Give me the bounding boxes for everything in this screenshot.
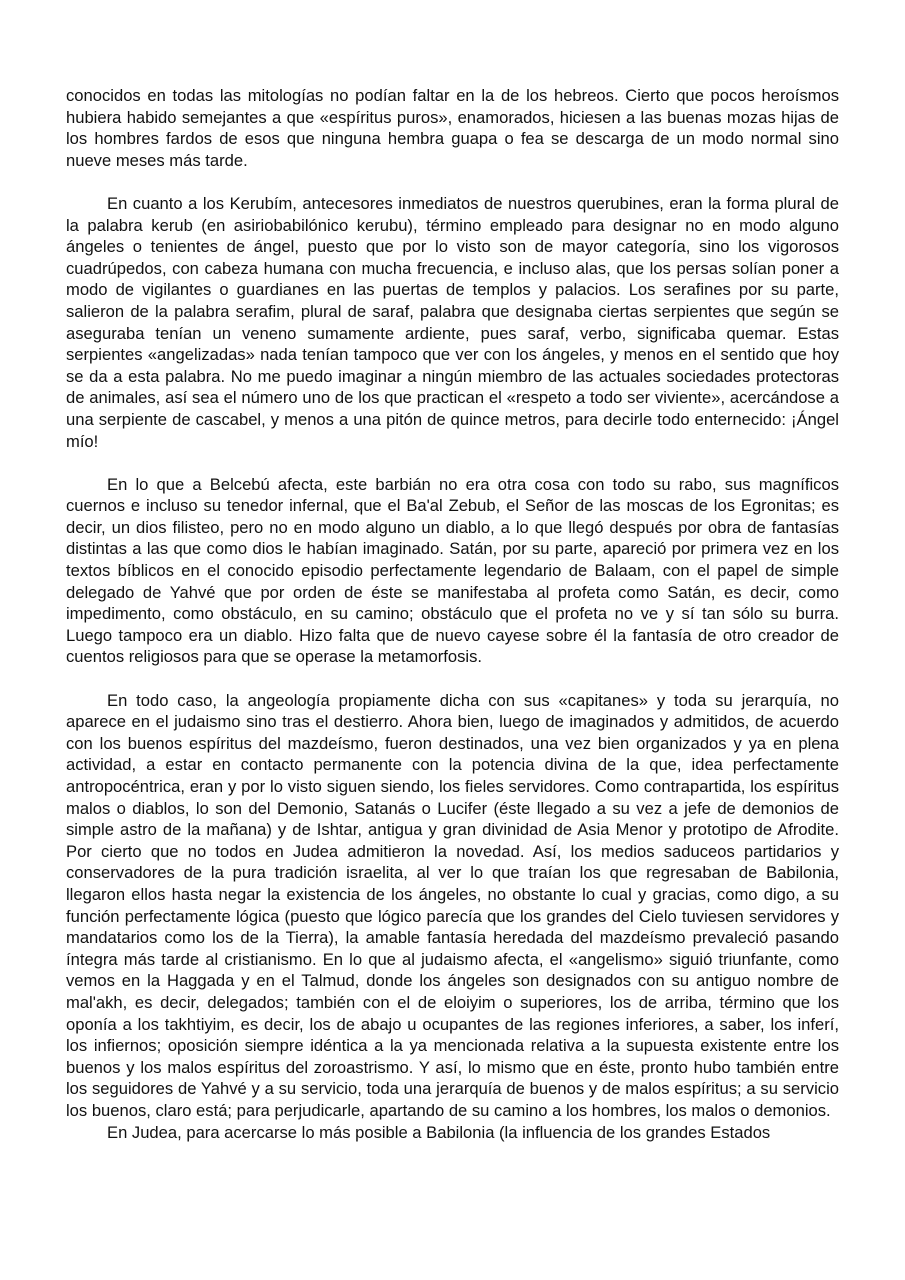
paragraph-1: conocidos en todas las mitologías no podían faltar en la de los hebreos. Cierto que pocos heroísmos hubiera habido semejantes a que «espíritus puros», enamorados, hiciesen a las buenas mozas hijas de los hombres fardos de esos que ninguna hembra guapa o fea se descarga de un modo normal sino nueve meses más tarde.	[66, 86, 839, 170]
paragraph-2: En cuanto a los Kerubím, antecesores inmediatos de nuestros querubines, eran la forma plural de la palabra kerub (en asiriobabilónico kerubu), término empleado para designar no en modo alguno ángeles o tenientes de ángel, puesto que por lo visto son de mayor categoría, sino los vigorosos cuadrúpedos, con cabeza humana con mucha frecuencia, e incluso alas, que los persas solían poner a modo de vigilantes o guardianes en las puertas de templos y palacios. Los serafines por su parte, salieron de la palabra serafim, plural de saraf, palabra que designaba ciertas serpientes que según se aseguraba tenían un veneno sumamente ardiente, pues saraf, verbo, significaba quemar. Estas serpientes «angelizadas» nada tenían tampoco que ver con los ángeles, y menos en el sentido que hoy se da a esta palabra. No me puedo imaginar a ningún miembro de las actuales sociedades protectoras de animales, así sea el número uno de los que practican el «respeto a todo ser viviente», acercándose a una serpiente de cascabel, y menos a una pitón de quince metros, para decirle todo enternecido: ¡Ángel mío!	[66, 193, 839, 451]
paragraph-3: En lo que a Belcebú afecta, este barbián no era otra cosa con todo su rabo, sus magníficos cuernos e incluso su tenedor infernal, que el Ba'al Zebub, el Señor de las moscas de los Egronitas; es decir, un dios filisteo, pero no en modo alguno un diablo, a lo que llegó después por obra de fantasías distintas a las que como dios le habían imaginado. Satán, por su parte, apareció por primera vez en los textos bíblicos en el conocido episodio perfectamente legendario de Balaam, con el papel de simple delegado de Yahvé que por orden de éste se manifestaba al profeta como Satán, es decir, como impedimento, como obstáculo, en su camino; obstáculo que el profeta no ve y sí tan sólo su burra. Luego tampoco era un diablo. Hizo falta que de nuevo cayese sobre él la fantasía de otro creador de cuentos religiosos para que se operase la metamorfosis.	[66, 474, 839, 667]
paragraph-5: En Judea, para acercarse lo más posible a Babilonia (la influencia de los grandes Estados	[107, 1122, 771, 1142]
paragraph-4: En todo caso, la angeología propiamente dicha con sus «capitanes» y toda su jerarquía, no aparece en el judaismo sino tras el destierro. Ahora bien, luego de imaginados y admitidos, de acuerdo con los buenos espíritus del mazdeísmo, fueron destinados, una vez bien organizados y ya en plena actividad, a estar en contacto permanente con la potencia divina de la que, idea perfectamente antropocéntrica, eran y por lo visto siguen siendo, los fieles servidores. Como contrapartida, los espíritus malos o diablos, lo son del Demonio, Satanás o Lucifer (éste llegado a su vez a jefe de demonios de simple astro de la mañana) y de Ishtar, antigua y gran divinidad de Asia Menor y prototipo de Afrodite. Por cierto que no todos en Judea admitieron la novedad. Así, los medios saduceos partidarios y conservadores de la pura tradición israelita, al ver lo que traían los que regresaban de Babilonia, llegaron ellos hasta negar la existencia de los ángeles, no obstante lo cual y gracias, como digo, a su función perfectamente lógica (puesto que lógico parecía que los grandes del Cielo tuviesen servidores y mandatarios como los de la Tierra), la amable fantasía heredada del mazdeísmo prevaleció pasando íntegra más tarde al cristianismo. En lo que al judaismo afecta, el «angelismo» siguió triunfante, como vemos en la Haggada y en el Talmud, donde los ángeles son designados con su antiguo nombre de mal'akh, es decir, delegados; también con el de eloiyim o superiores, los de arriba, término que los oponía a los takhtiyim, es decir, los de abajo u ocupantes de las regiones inferiores, a saber, los inferí, los infiernos; oposición siempre idéntica a la ya mencionada relativa a la supuesta existente entre los buenos y los malos espíritus del zoroastrismo. Y así, lo mismo que en éste, pronto hubo también entre los seguidores de Yahvé y a su servicio, toda una jerarquía de buenos y de malos espíritus; a su servicio los buenos, claro está; para perjudicarle, apartando de su camino a los hombres, los malos o demonios.	[66, 690, 839, 1120]
document-page	[66, 85, 839, 1143]
